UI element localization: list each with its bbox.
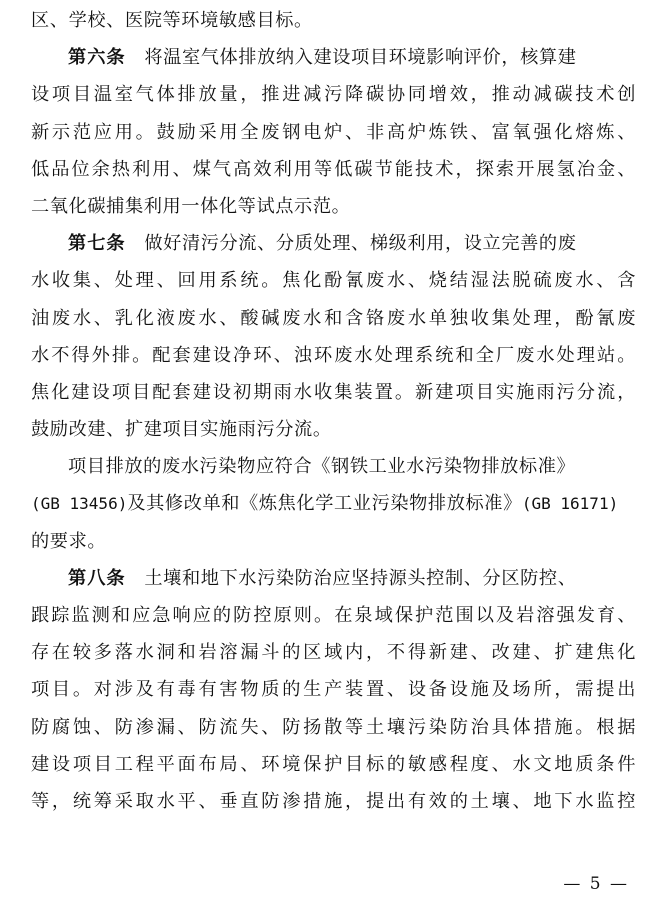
article-8-first-line (31, 560, 636, 597)
text-line: 项目排放的废水污染物应符合《钢铁工业水污染物排放标准》 (68, 456, 576, 478)
text-line: 油废水、乳化液废水、酸碱废水和含铬废水单独收集处理，酚氰废 (31, 307, 636, 329)
standard-code: (GB 16171) (521, 494, 619, 514)
text-line: 焦化建设项目配套建设初期雨水收集装置。新建项目实施雨污分流， (31, 381, 636, 403)
article-7-first-line (31, 225, 636, 262)
text-line: 跟踪监测和应急响应的防控原则。在泉域保护范围以及岩溶强发育、 (31, 605, 636, 626)
text-line: 设项目温室气体排放量，推进减污降碳协同增效，推动减碳技术创 (31, 84, 636, 106)
article-heading: 第七条 (68, 233, 126, 255)
article-heading: 第八条 (68, 567, 126, 589)
text-line: 建设项目工程平面布局、环境保护目标的敏感程度、水文地质条件 (31, 753, 636, 775)
text-line: 水不得外排。配套建设净环、浊环废水处理系统和全厂废水处理站。 (31, 344, 636, 366)
document-page (31, 2, 636, 820)
text-line: 水收集、处理、回用系统。焦化酚氰废水、烧结湿法脱硫废水、含 (31, 270, 636, 292)
text-line: 区、学校、医院等环境敏感目标。 (31, 10, 313, 31)
text-line: 的要求。 (31, 530, 107, 552)
article-heading: 第六条 (68, 47, 126, 69)
text-line: 存在较多落水洞和岩溶漏斗的区域内，不得新建、改建、扩建焦化 (31, 642, 636, 664)
page-number: — 5 — (563, 874, 629, 894)
text-line: 低品位余热利用、煤气高效利用等低碳节能技术，探索开展氢冶金、 (31, 158, 636, 180)
text-line: 等，统筹采取水平、垂直防渗措施，提出有效的土壤、地下水监控 (31, 790, 636, 812)
standard-code: (GB 13456) (31, 494, 128, 514)
text-span: 将温室气体排放纳入建设项目环境影响评价，核算建 (125, 47, 577, 69)
standards-line (31, 485, 636, 522)
text-line: 防腐蚀、防渗漏、防流失、防扬散等土壤污染防治具体措施。根据 (31, 716, 636, 738)
text-line: 项目。对涉及有毒有害物质的生产装置、设备设施及场所，需提出 (31, 679, 636, 701)
article-6-first-line (31, 39, 636, 76)
text-line: 二氧化碳捕集利用一体化等试点示范。 (31, 195, 351, 217)
text-span: 做好清污分流、分质处理、梯级利用，设立完善的废 (125, 233, 577, 255)
text-span: 土壤和地下水污染防治应坚持源头控制、分区防控、 (125, 567, 577, 589)
text-line: 鼓励改建、扩建项目实施雨污分流。 (31, 419, 332, 441)
text-line: 新示范应用。鼓励采用全废钢电炉、非高炉炼铁、富氧强化熔炼、 (31, 121, 636, 143)
text-span: 及其修改单和《炼焦化学工业污染物排放标准》 (127, 493, 522, 515)
